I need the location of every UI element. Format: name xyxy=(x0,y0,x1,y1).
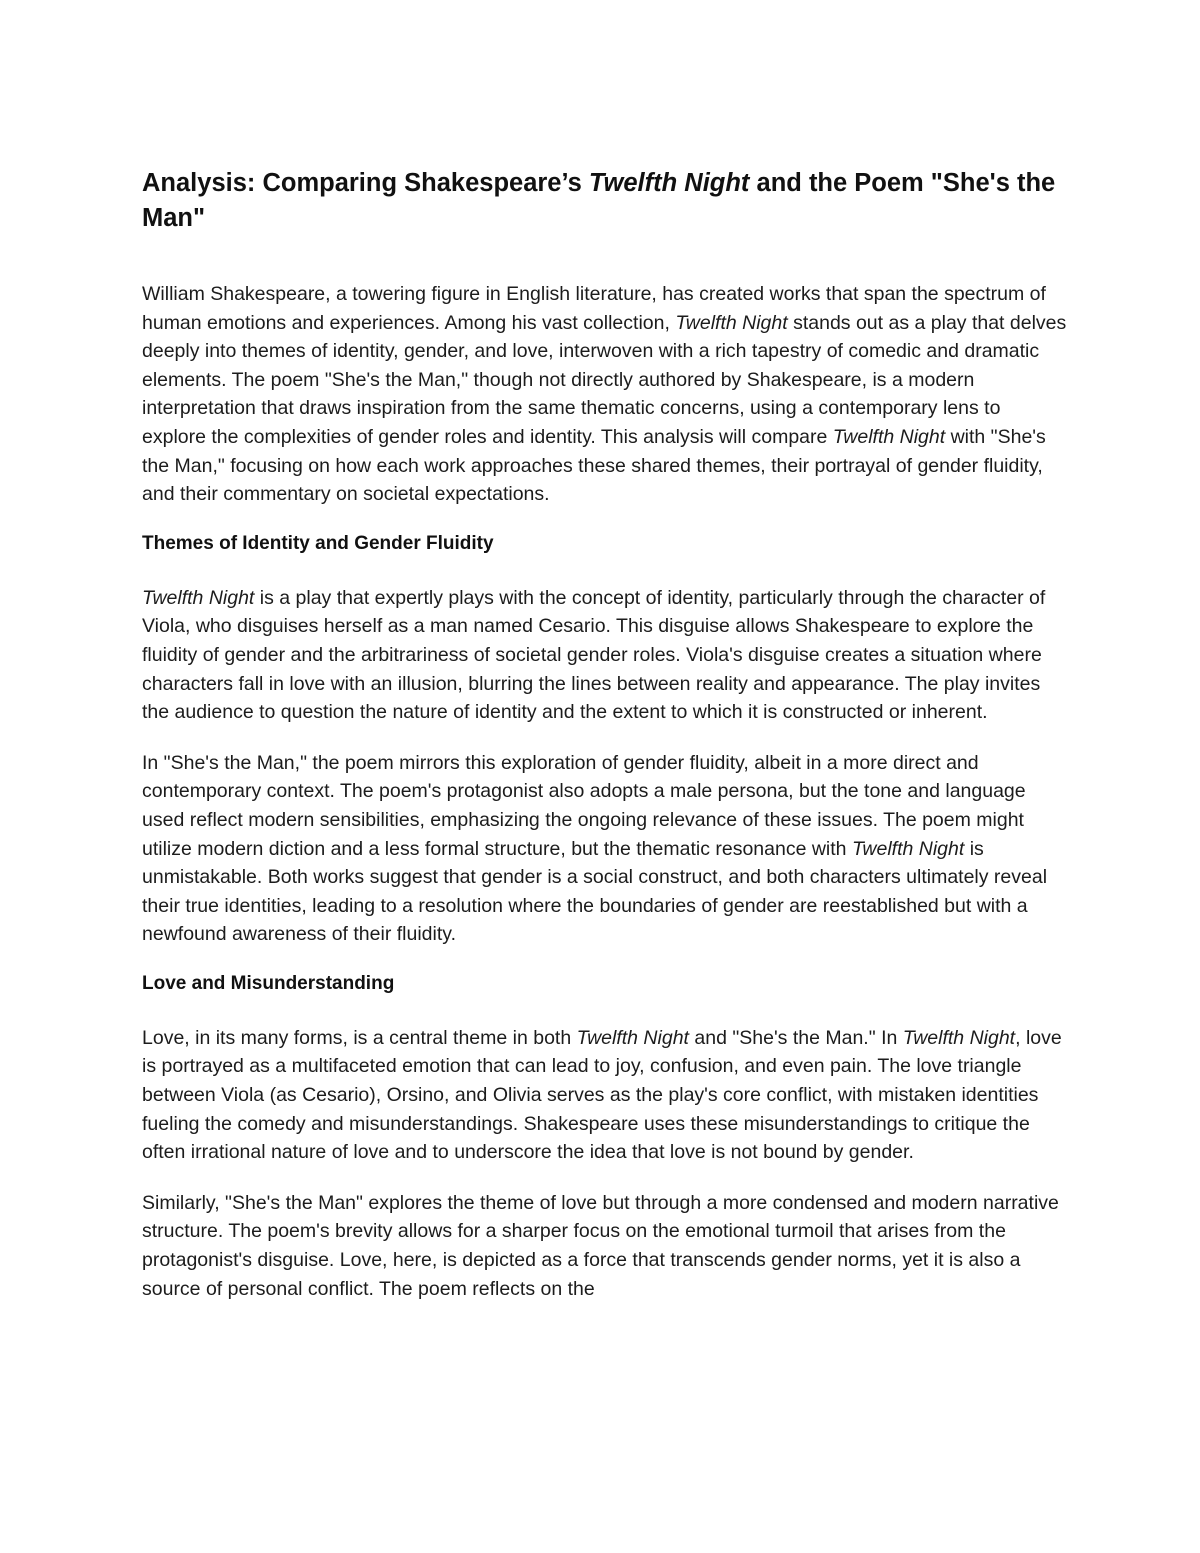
love-p1-text-2: and "She's the Man." In xyxy=(688,1026,903,1049)
intro-italic-1: Twelfth Night xyxy=(675,311,788,334)
love-p1-text-3: , love is portrayed as a multifaceted emotion that can lead to joy, confusion, and even pain. The love triangle between Viola (as Cesario), Orsino, and Olivia serves as the play's core conflict, with mistaken identities fueling the comedy and misunderstandings. Shakespeare uses these misunderstandings to critique the often irrational nature of love and to underscore the idea that love is not bound by gender. xyxy=(142,1026,1062,1164)
love-p1-italic-1: Twelfth Night xyxy=(576,1026,689,1049)
intro-text-3: with "She's the Man," focusing on how each work approaches these shared themes, their portrayal of gender fluidity, and their commentary on societal expectations. xyxy=(142,425,1046,506)
identity-p2-text-2: is unmistakable. Both works suggest that gender is a social construct, and both characters ultimately reveal their true identities, leading to a resolution where the boundaries of gender are reestablished but with a newfound awareness of their fluidity. xyxy=(142,837,1048,946)
identity-p1-italic-1: Twelfth Night xyxy=(142,586,255,609)
identity-paragraph-2 xyxy=(142,749,1067,949)
identity-p2-text-1: In "She's the Man," the poem mirrors this exploration of gender fluidity, albeit in a more direct and contemporary context. The poem's protagonist also adopts a male persona, but the tone and language used reflect modern sensibilities, emphasizing the ongoing relevance of these issues. The poem might utilize modern diction and a less formal structure, but the thematic resonance with xyxy=(142,751,1026,860)
intro-text-2: stands out as a play that delves deeply into themes of identity, gender, and love, interwoven with a rich tapestry of comedic and dramatic elements. The poem "She's the Man," though not directly authored by Shakespeare, is a modern interpretation that draws inspiration from the same thematic concerns, using a contemporary lens to explore the complexities of gender roles and identity. This analysis will compare xyxy=(142,311,1067,448)
love-p1-text-1: Love, in its many forms, is a central theme in both xyxy=(142,1026,577,1049)
document-page xyxy=(142,166,1067,1325)
intro-text-1: William Shakespeare, a towering figure in English literature, has created works that span the spectrum of human emotions and experiences. Among his vast collection, xyxy=(142,283,1046,334)
section-heading-love: Love and Misunderstanding xyxy=(142,972,395,994)
identity-paragraph-1 xyxy=(142,584,1067,727)
love-paragraph-1 xyxy=(142,1024,1067,1167)
love-paragraph-2 xyxy=(142,1189,1067,1303)
section-heading-identity: Themes of Identity and Gender Fluidity xyxy=(142,532,494,554)
love-p2-text-1: Similarly, "She's the Man" explores the theme of love but through a more condensed and modern narrative structure. The poem's brevity allows for a sharper focus on the emotional turmoil that arises from the protagonist's disguise. Love, here, is depicted as a force that transcends gender norms, yet it is also a source of personal conflict. The poem reflects on the xyxy=(142,1191,1059,1300)
intro-paragraph xyxy=(142,280,1067,509)
title-italic-play-name: Twelfth Night xyxy=(588,169,750,197)
identity-p1-text-1: is a play that expertly plays with the concept of identity, particularly through the character of Viola, who disguises herself as a man named Cesario. This disguise allows Shakespeare to explore the fluidity of gender and the arbitrariness of societal gender roles. Viola's disguise creates a situation where characters fall in love with an illusion, blurring the lines between reality and appearance. The play invites the audience to question the nature of identity and the extent to which it is constructed or inherent. xyxy=(142,586,1046,724)
intro-italic-2: Twelfth Night xyxy=(832,425,946,448)
love-p1-italic-2: Twelfth Night xyxy=(902,1026,1016,1049)
identity-p2-italic-1: Twelfth Night xyxy=(851,837,965,860)
title-text-part2: and the Poem "She's the Man" xyxy=(142,169,1056,232)
title-text-part1: Analysis: Comparing Shakespeare’s xyxy=(142,169,589,197)
document-title xyxy=(142,166,1067,236)
